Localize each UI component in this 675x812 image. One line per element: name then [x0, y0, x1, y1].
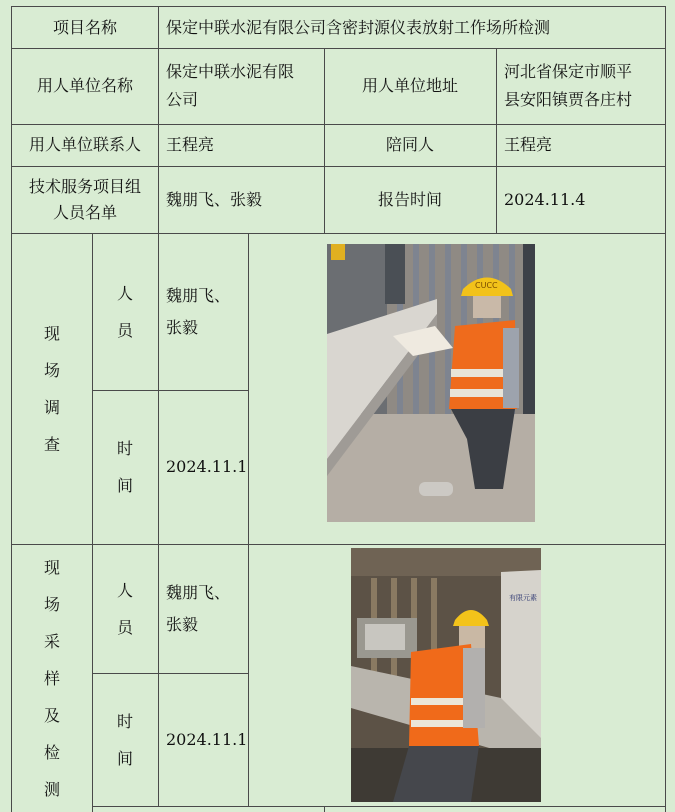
sampling-person-char: 员: [116, 617, 133, 637]
unit-name-label: [11, 48, 159, 125]
unit-address-value: [496, 48, 666, 125]
sampling-time-label: [92, 673, 159, 807]
sampling-section-label: [11, 544, 93, 812]
unit-name-label-text: 用人单位名称: [36, 76, 133, 95]
sampling-person-value: [158, 544, 249, 674]
project-name-label: [11, 6, 159, 49]
sampling-next-row-left: [92, 806, 325, 812]
sampling-char: 现: [43, 557, 60, 577]
survey-photo-illustration: [327, 244, 535, 522]
project-name-value-text: 保定中联水泥有限公司含密封源仪表放射工作场所检测: [166, 17, 551, 37]
survey-char: 调: [43, 397, 60, 417]
unit-name-value-line1: 保定中联水泥有限: [166, 62, 295, 81]
team-label-line1: 技术服务项目组: [28, 176, 141, 196]
survey-time-value-text: 2024.11.1: [166, 457, 248, 476]
sampling-time-char: 时: [116, 711, 133, 731]
team-value-text: 魏朋飞、张毅: [166, 189, 263, 209]
report-time-label-text: 报告时间: [377, 189, 442, 209]
unit-name-value-line2: 公司: [166, 90, 199, 109]
sampling-next-row-right: [324, 806, 666, 812]
contact-value-text: 王程亮: [166, 135, 215, 154]
survey-person-value: [158, 233, 249, 391]
survey-person-value-line1: 魏朋飞、: [166, 285, 231, 305]
sampling-person-label: [92, 544, 159, 674]
unit-address-label: [324, 48, 497, 125]
sampling-person-value-line1: 魏朋飞、: [166, 582, 231, 602]
survey-time-char: 时: [116, 439, 133, 458]
survey-time-label: [92, 390, 159, 545]
team-label: [11, 166, 159, 234]
unit-name-value: [158, 48, 325, 125]
survey-person-value-line2: 张毅: [166, 317, 199, 337]
survey-photo: [327, 244, 535, 522]
sampling-photo-illustration: [351, 548, 541, 802]
sampling-time-value-text: 2024.11.1: [166, 729, 248, 749]
project-name-value: [158, 6, 666, 49]
sampling-person-char: 人: [116, 580, 133, 600]
unit-address-value-line2: 县安阳镇贾各庄村: [504, 90, 633, 109]
report-time-value: [496, 166, 666, 234]
contact-label-text: 用人单位联系人: [28, 135, 141, 154]
escort-label-text: 陪同人: [385, 135, 434, 154]
survey-person-char: 人: [116, 283, 133, 303]
contact-value: [158, 124, 325, 167]
sampling-time-value: [158, 673, 249, 807]
survey-section-label: [11, 233, 93, 545]
escort-value: [496, 124, 666, 167]
sampling-person-value-line2: 张毅: [166, 614, 199, 634]
report-time-label: [324, 166, 497, 234]
survey-char: 现: [43, 323, 60, 343]
wall-sign-text: 有限元素: [509, 594, 537, 602]
sampling-char: 采: [43, 631, 60, 651]
sampling-char: 及: [43, 705, 60, 725]
sampling-photo: [351, 548, 541, 802]
sampling-char: 测: [43, 779, 60, 799]
sampling-time-char: 间: [116, 748, 133, 768]
sampling-char: 检: [43, 742, 60, 762]
survey-time-char: 间: [116, 476, 133, 495]
survey-char: 场: [43, 360, 60, 380]
report-time-value-text: 2024.11.4: [504, 189, 586, 209]
escort-label: [324, 124, 497, 167]
survey-person-char: 员: [116, 320, 133, 340]
sampling-char: 场: [43, 594, 60, 614]
unit-address-value-line1: 河北省保定市顺平: [504, 62, 633, 81]
survey-char: 查: [43, 434, 60, 454]
sampling-char: 样: [43, 668, 60, 688]
unit-address-label-text: 用人单位地址: [361, 76, 458, 95]
team-value: [158, 166, 325, 234]
survey-person-label: [92, 233, 159, 391]
escort-value-text: 王程亮: [504, 135, 553, 154]
contact-label: [11, 124, 159, 167]
survey-time-value: [158, 390, 249, 545]
team-label-line2: 人员名单: [52, 202, 117, 222]
helmet-text: CUCC: [475, 281, 498, 290]
project-name-label-text: 项目名称: [52, 17, 117, 37]
